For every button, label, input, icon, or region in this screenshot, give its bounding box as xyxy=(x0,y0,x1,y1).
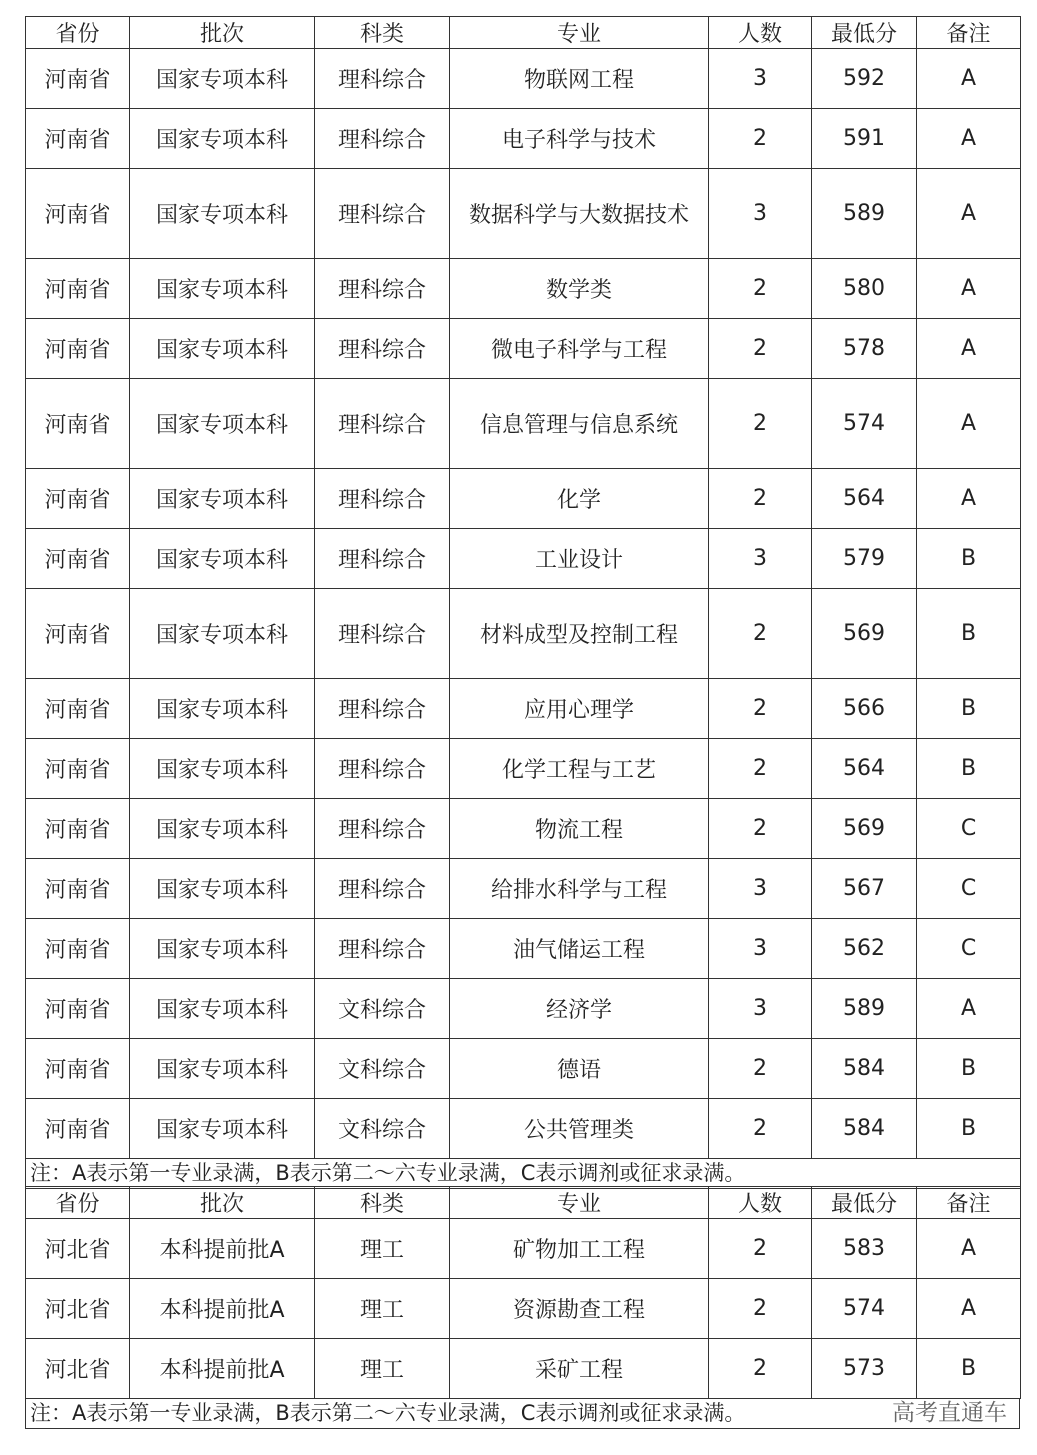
table-cell: 国家专项本科 xyxy=(130,49,315,109)
table-cell: A xyxy=(917,469,1021,529)
table-row xyxy=(26,1279,1021,1339)
table-cell: 理科综合 xyxy=(315,799,450,859)
watermark: 高考直通车 xyxy=(892,1400,1007,1426)
table-cell: A xyxy=(917,979,1021,1039)
table-cell: 2 xyxy=(709,379,812,469)
table-cell: 河南省 xyxy=(26,169,130,259)
table-cell: 经济学 xyxy=(450,979,709,1039)
footnote-2: 注：A表示第一专业录满，B表示第二～六专业录满，C表示调剂或征求录满。 xyxy=(25,1398,1020,1429)
table-cell: A xyxy=(917,259,1021,319)
table-cell: 国家专项本科 xyxy=(130,589,315,679)
table-cell: 理工 xyxy=(315,1219,450,1279)
table-cell: A xyxy=(917,169,1021,259)
table-cell: 国家专项本科 xyxy=(130,169,315,259)
table-cell: 数据科学与大数据技术 xyxy=(450,169,709,259)
table-cell: B xyxy=(917,1339,1021,1399)
table-row xyxy=(26,859,1021,919)
table-cell: B xyxy=(917,739,1021,799)
table-cell: B xyxy=(917,679,1021,739)
table-cell: 591 xyxy=(812,109,917,169)
table-cell: 工业设计 xyxy=(450,529,709,589)
table-cell: 564 xyxy=(812,469,917,529)
table-cell: 理科综合 xyxy=(315,739,450,799)
table-cell: 569 xyxy=(812,799,917,859)
table-cell: 580 xyxy=(812,259,917,319)
table-cell: 理科综合 xyxy=(315,919,450,979)
table-cell: 574 xyxy=(812,1279,917,1339)
table-cell: 3 xyxy=(709,169,812,259)
column-header: 专业 xyxy=(450,1187,709,1219)
table-cell: B xyxy=(917,1099,1021,1159)
table-cell: 电子科学与技术 xyxy=(450,109,709,169)
table-cell: 理科综合 xyxy=(315,259,450,319)
table-cell: 2 xyxy=(709,319,812,379)
table-cell: 国家专项本科 xyxy=(130,109,315,169)
table-cell: 578 xyxy=(812,319,917,379)
table-cell: 国家专项本科 xyxy=(130,469,315,529)
table-cell: 国家专项本科 xyxy=(130,1099,315,1159)
table-cell: 矿物加工工程 xyxy=(450,1219,709,1279)
table-cell: 3 xyxy=(709,529,812,589)
table-cell: 2 xyxy=(709,109,812,169)
column-header: 最低分 xyxy=(812,17,917,49)
table-row xyxy=(26,259,1021,319)
column-header: 备注 xyxy=(917,1187,1021,1219)
table-cell: 理科综合 xyxy=(315,319,450,379)
table-cell: 河北省 xyxy=(26,1219,130,1279)
header-row xyxy=(26,1187,1021,1219)
table-cell: 本科提前批A xyxy=(130,1279,315,1339)
table-cell: 2 xyxy=(709,469,812,529)
table-cell: 国家专项本科 xyxy=(130,259,315,319)
table-row xyxy=(26,379,1021,469)
table-cell: 国家专项本科 xyxy=(130,319,315,379)
table-cell: 理科综合 xyxy=(315,169,450,259)
table-cell: 3 xyxy=(709,919,812,979)
table-cell: 理工 xyxy=(315,1339,450,1399)
table-cell: 给排水科学与工程 xyxy=(450,859,709,919)
table-cell: 河南省 xyxy=(26,589,130,679)
table-cell: 材料成型及控制工程 xyxy=(450,589,709,679)
table-cell: B xyxy=(917,589,1021,679)
table-cell: 理科综合 xyxy=(315,49,450,109)
table-cell: 公共管理类 xyxy=(450,1099,709,1159)
table-cell: 2 xyxy=(709,739,812,799)
table-cell: 河南省 xyxy=(26,109,130,169)
table-cell: 2 xyxy=(709,589,812,679)
table-cell: 河南省 xyxy=(26,679,130,739)
table-row xyxy=(26,319,1021,379)
table-cell: 574 xyxy=(812,379,917,469)
table-cell: 河北省 xyxy=(26,1279,130,1339)
table-row xyxy=(26,679,1021,739)
table-row xyxy=(26,529,1021,589)
column-header: 最低分 xyxy=(812,1187,917,1219)
table-cell: A xyxy=(917,1219,1021,1279)
table-cell: 数学类 xyxy=(450,259,709,319)
table-row xyxy=(26,799,1021,859)
table-cell: 589 xyxy=(812,979,917,1039)
table-cell: 河南省 xyxy=(26,1039,130,1099)
table-row xyxy=(26,589,1021,679)
table-cell: 河北省 xyxy=(26,1339,130,1399)
table-cell: C xyxy=(917,919,1021,979)
column-header: 批次 xyxy=(130,17,315,49)
table-cell: A xyxy=(917,379,1021,469)
table-cell: 584 xyxy=(812,1039,917,1099)
table-row xyxy=(26,1219,1021,1279)
table-cell: 河南省 xyxy=(26,319,130,379)
table-cell: 河南省 xyxy=(26,979,130,1039)
table-cell: 河南省 xyxy=(26,529,130,589)
table-cell: B xyxy=(917,1039,1021,1099)
table-cell: 河南省 xyxy=(26,469,130,529)
column-header: 省份 xyxy=(26,1187,130,1219)
table-cell: 国家专项本科 xyxy=(130,979,315,1039)
table-cell: 河南省 xyxy=(26,799,130,859)
table-cell: 德语 xyxy=(450,1039,709,1099)
table-cell: 理科综合 xyxy=(315,109,450,169)
table-cell: 3 xyxy=(709,49,812,109)
table-cell: A xyxy=(917,319,1021,379)
table-cell: 567 xyxy=(812,859,917,919)
table-cell: A xyxy=(917,109,1021,169)
table-cell: A xyxy=(917,49,1021,109)
table-cell: 物联网工程 xyxy=(450,49,709,109)
column-header: 省份 xyxy=(26,17,130,49)
table-cell: C xyxy=(917,799,1021,859)
column-header: 人数 xyxy=(709,17,812,49)
table-cell: 2 xyxy=(709,1279,812,1339)
table-row xyxy=(26,109,1021,169)
table-cell: 信息管理与信息系统 xyxy=(450,379,709,469)
table-row xyxy=(26,979,1021,1039)
table-cell: 2 xyxy=(709,679,812,739)
table-cell: 2 xyxy=(709,259,812,319)
table-row xyxy=(26,919,1021,979)
footnote-1: 注：A表示第一专业录满，B表示第二～六专业录满，C表示调剂或征求录满。 xyxy=(26,1159,1021,1189)
header-row xyxy=(26,17,1021,49)
table-cell: 562 xyxy=(812,919,917,979)
table-cell: 河南省 xyxy=(26,859,130,919)
table-cell: 国家专项本科 xyxy=(130,919,315,979)
table-cell: 河南省 xyxy=(26,49,130,109)
table-row xyxy=(26,1039,1021,1099)
table-cell: 583 xyxy=(812,1219,917,1279)
table-cell: 微电子科学与工程 xyxy=(450,319,709,379)
table-cell: 566 xyxy=(812,679,917,739)
column-header: 科类 xyxy=(315,1187,450,1219)
table-row xyxy=(26,1339,1021,1399)
table-cell: 物流工程 xyxy=(450,799,709,859)
table-cell: 国家专项本科 xyxy=(130,739,315,799)
table-cell: 文科综合 xyxy=(315,979,450,1039)
column-header: 批次 xyxy=(130,1187,315,1219)
table-cell: 油气储运工程 xyxy=(450,919,709,979)
column-header: 备注 xyxy=(917,17,1021,49)
table-cell: 文科综合 xyxy=(315,1039,450,1099)
table-cell: 2 xyxy=(709,1219,812,1279)
hebei-score-table xyxy=(25,1186,1021,1399)
column-header: 专业 xyxy=(450,17,709,49)
table-cell: 理科综合 xyxy=(315,679,450,739)
table-cell: 化学 xyxy=(450,469,709,529)
table-cell: 589 xyxy=(812,169,917,259)
table-cell: 569 xyxy=(812,589,917,679)
column-header: 科类 xyxy=(315,17,450,49)
table-cell: 国家专项本科 xyxy=(130,799,315,859)
table-cell: 573 xyxy=(812,1339,917,1399)
table-row xyxy=(26,1099,1021,1159)
table-cell: 国家专项本科 xyxy=(130,679,315,739)
table-cell: 理科综合 xyxy=(315,379,450,469)
table-cell: 584 xyxy=(812,1099,917,1159)
table-cell: 应用心理学 xyxy=(450,679,709,739)
table-cell: 理科综合 xyxy=(315,469,450,529)
column-header: 人数 xyxy=(709,1187,812,1219)
table-cell: 理科综合 xyxy=(315,589,450,679)
table-cell: 国家专项本科 xyxy=(130,859,315,919)
table-row xyxy=(26,49,1021,109)
table-row xyxy=(26,169,1021,259)
footnote-row xyxy=(26,1159,1021,1189)
table-cell: 化学工程与工艺 xyxy=(450,739,709,799)
table-cell: A xyxy=(917,1279,1021,1339)
table-cell: 理科综合 xyxy=(315,529,450,589)
table-cell: 采矿工程 xyxy=(450,1339,709,1399)
table-cell: 3 xyxy=(709,979,812,1039)
table-cell: 河南省 xyxy=(26,919,130,979)
table-cell: 河南省 xyxy=(26,379,130,469)
table-cell: 592 xyxy=(812,49,917,109)
table-cell: 国家专项本科 xyxy=(130,529,315,589)
table-cell: 579 xyxy=(812,529,917,589)
table-cell: 国家专项本科 xyxy=(130,1039,315,1099)
table-cell: 2 xyxy=(709,1339,812,1399)
table-cell: 564 xyxy=(812,739,917,799)
table-row xyxy=(26,739,1021,799)
table-cell: 河南省 xyxy=(26,259,130,319)
table-cell: 河南省 xyxy=(26,1099,130,1159)
table-cell: 国家专项本科 xyxy=(130,379,315,469)
table-cell: C xyxy=(917,859,1021,919)
table-cell: 2 xyxy=(709,799,812,859)
table-cell: B xyxy=(917,529,1021,589)
table-cell: 河南省 xyxy=(26,739,130,799)
table-cell: 理工 xyxy=(315,1279,450,1339)
table-row xyxy=(26,469,1021,529)
table-cell: 本科提前批A xyxy=(130,1339,315,1399)
table-cell: 理科综合 xyxy=(315,859,450,919)
table-cell: 3 xyxy=(709,859,812,919)
table-cell: 2 xyxy=(709,1039,812,1099)
table-cell: 2 xyxy=(709,1099,812,1159)
table-cell: 本科提前批A xyxy=(130,1219,315,1279)
henan-score-table xyxy=(25,16,1021,1189)
table-cell: 资源勘查工程 xyxy=(450,1279,709,1339)
table-cell: 文科综合 xyxy=(315,1099,450,1159)
